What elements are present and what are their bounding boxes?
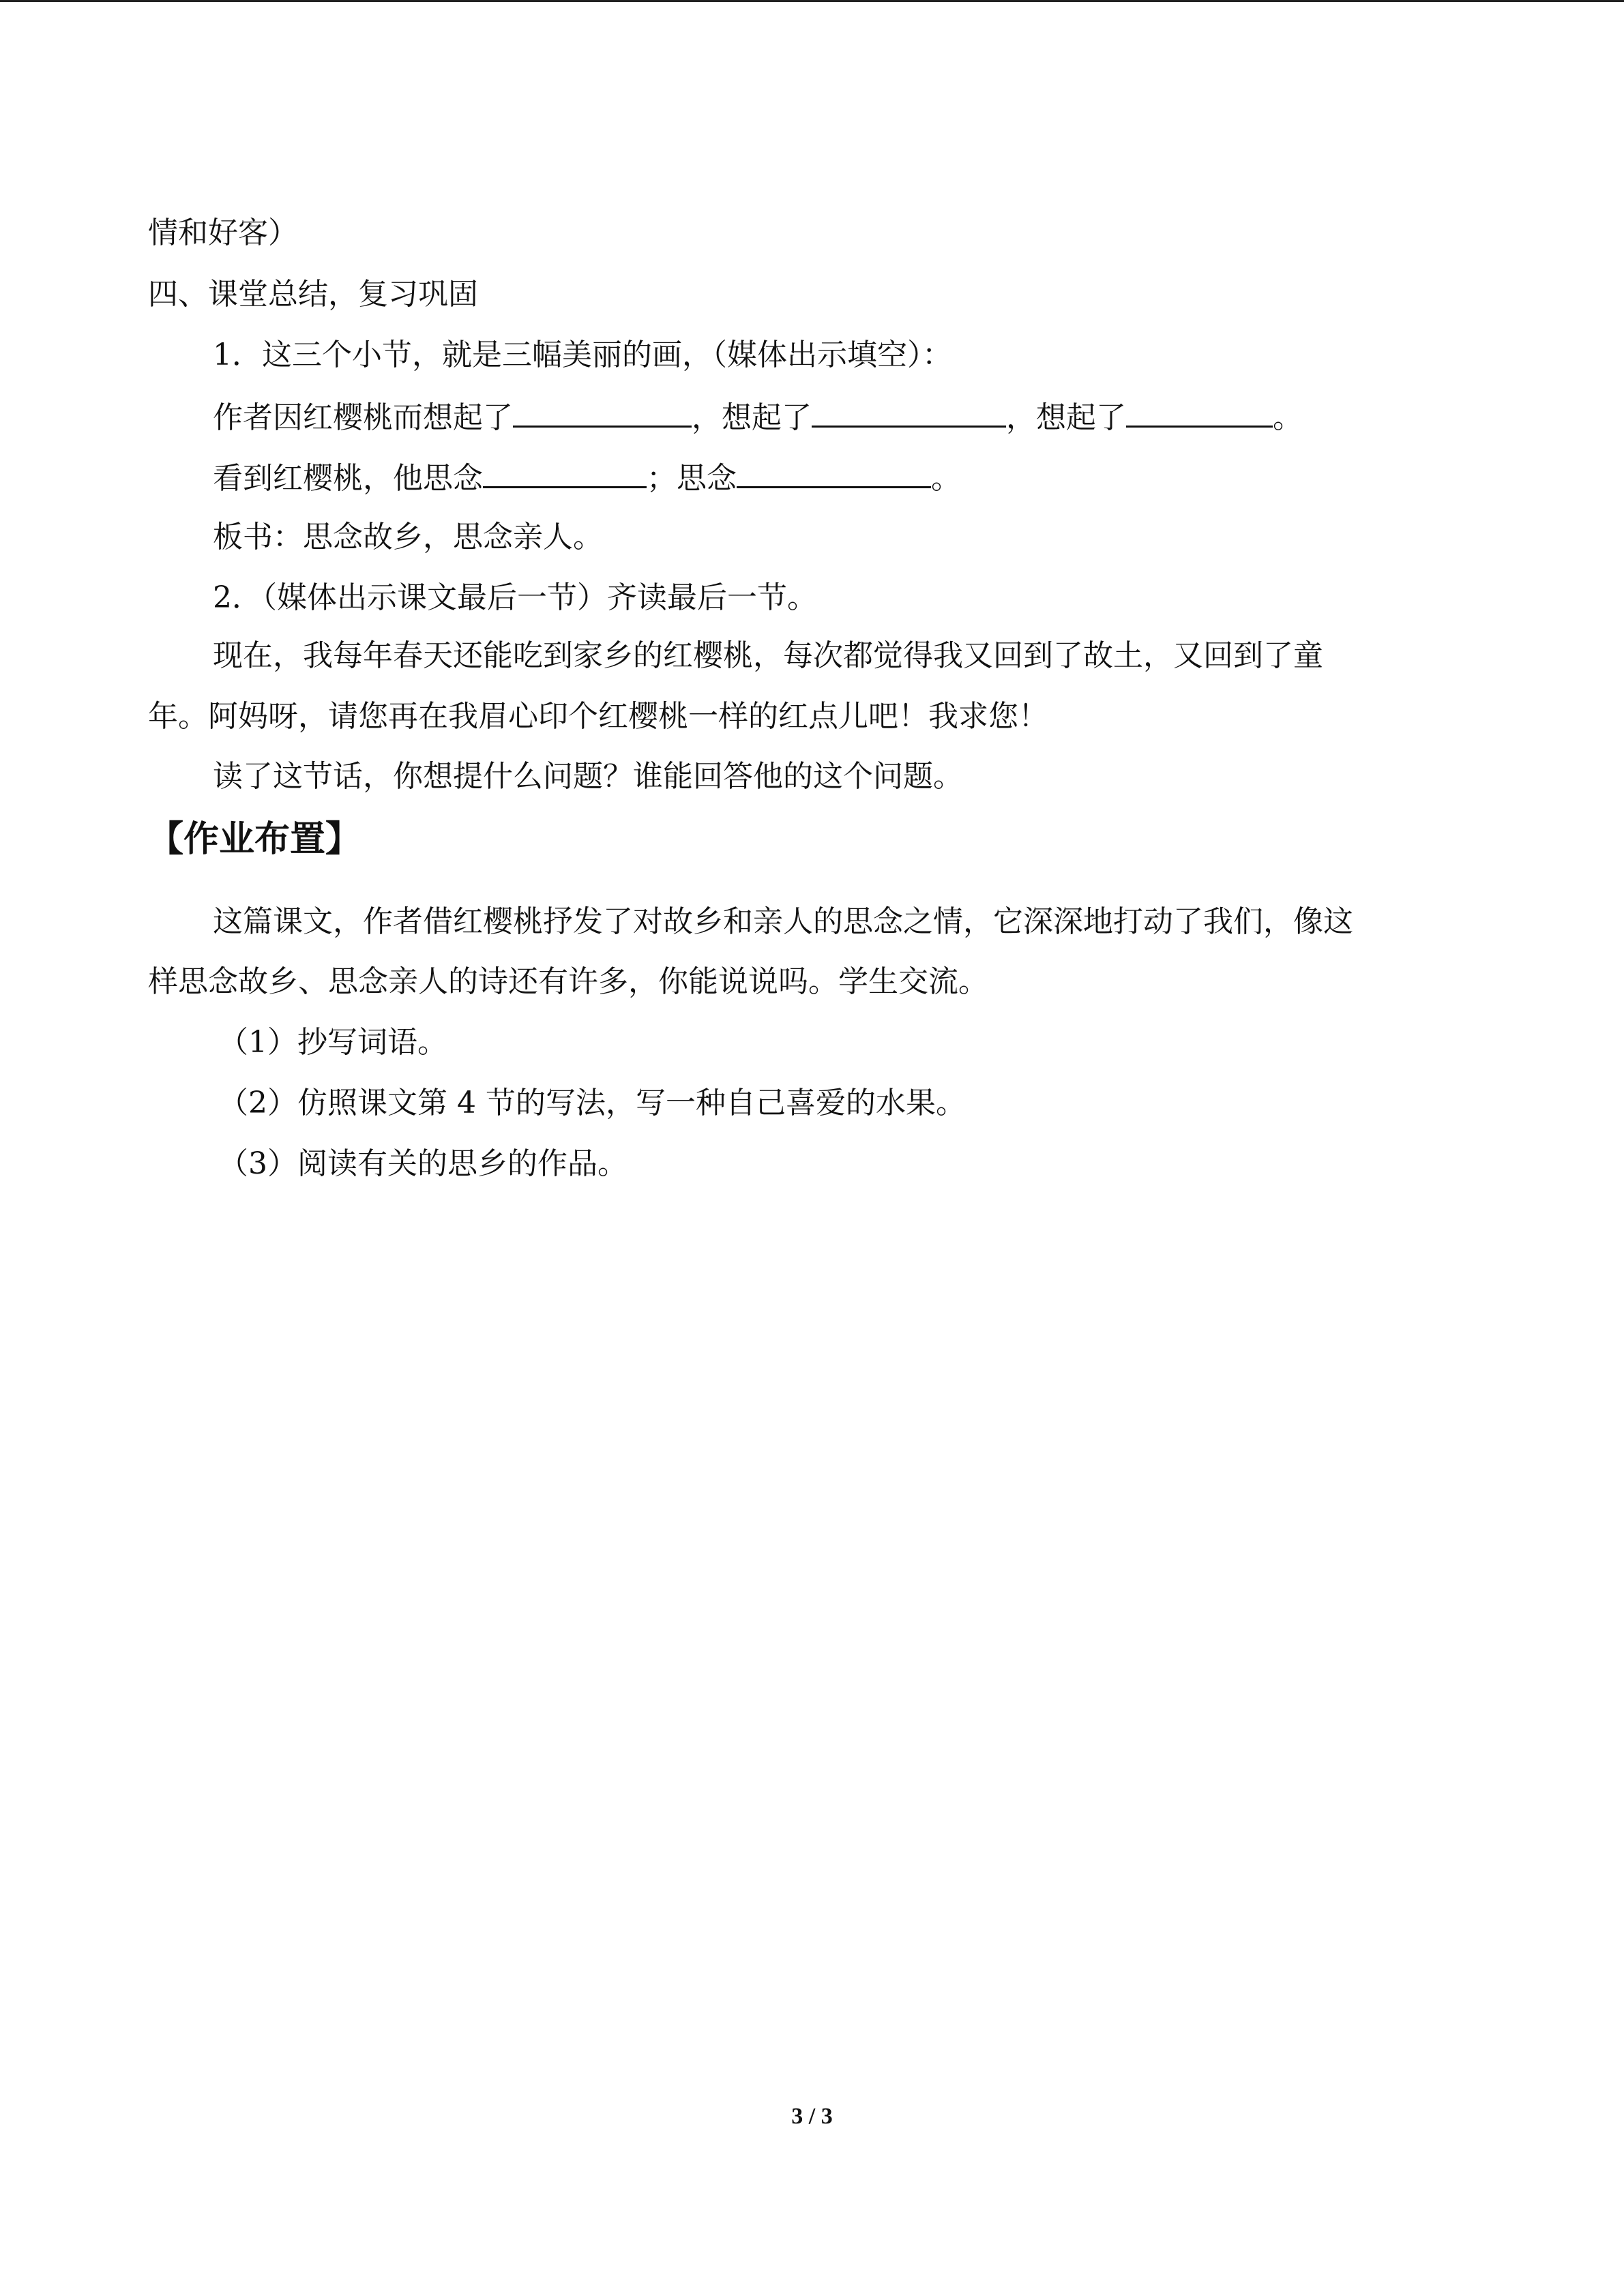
blank-4 [483, 456, 647, 488]
quote-line-2: 年。阿妈呀，请您再在我眉心印个红樱桃一样的红点儿吧！我求您！ [148, 699, 1048, 734]
fill-blank-text: ，想起了 [692, 400, 812, 435]
text-line-3: 1．这三个小节，就是三幅美丽的画，（媒体出示填空）： [213, 338, 952, 372]
fill-blank-line-2 [213, 456, 961, 499]
homework-intro-1: 这篇课文，作者借红樱桃抒发了对故乡和亲人的思念之情，它深深地打动了我们，像这 [213, 904, 1353, 939]
fill-blank-text: ，想起了 [1006, 400, 1126, 435]
blackboard-note: 板书：思念故乡，思念亲人。 [213, 520, 603, 554]
heading-homework: 【作业布置】 [148, 819, 361, 860]
text-line-7: 2．（媒体出示课文最后一节）齐读最后一节。 [213, 580, 817, 615]
text-line-1: 情和好客） [148, 215, 298, 250]
fill-blank-text: 。 [1273, 400, 1303, 435]
section-title-summary: 四、课堂总结，复习巩固 [148, 277, 478, 312]
fill-blank-text: 。 [931, 461, 961, 496]
quote-line-1: 现在，我每年春天还能吃到家乡的红樱桃，每次都觉得我又回到了故土，又回到了童 [213, 638, 1323, 673]
homework-intro-2: 样思念故乡、思念亲人的诗还有许多，你能说说吗。学生交流。 [148, 964, 988, 999]
fill-blank-text: ；思念 [647, 461, 737, 496]
homework-item-1: （1）抄写词语。 [218, 1025, 447, 1060]
homework-item-2: （2）仿照课文第 4 节的写法，写一种自己喜爱的水果。 [218, 1086, 966, 1120]
blank-1 [513, 396, 692, 428]
page-number: 3 / 3 [791, 2104, 833, 2129]
text-line-10: 读了这节话，你想提什么问题？谁能回答他的这个问题。 [213, 759, 963, 794]
page-top-border [0, 0, 1624, 2]
blank-3 [1126, 396, 1273, 428]
fill-blank-text: 看到红樱桃，他思念 [213, 461, 483, 496]
homework-item-3: （3）阅读有关的思乡的作品。 [218, 1146, 628, 1181]
blank-2 [812, 396, 1006, 428]
blank-5 [737, 456, 931, 488]
fill-blank-line-1 [213, 396, 1303, 438]
fill-blank-text: 作者因红樱桃而想起了 [213, 400, 513, 435]
